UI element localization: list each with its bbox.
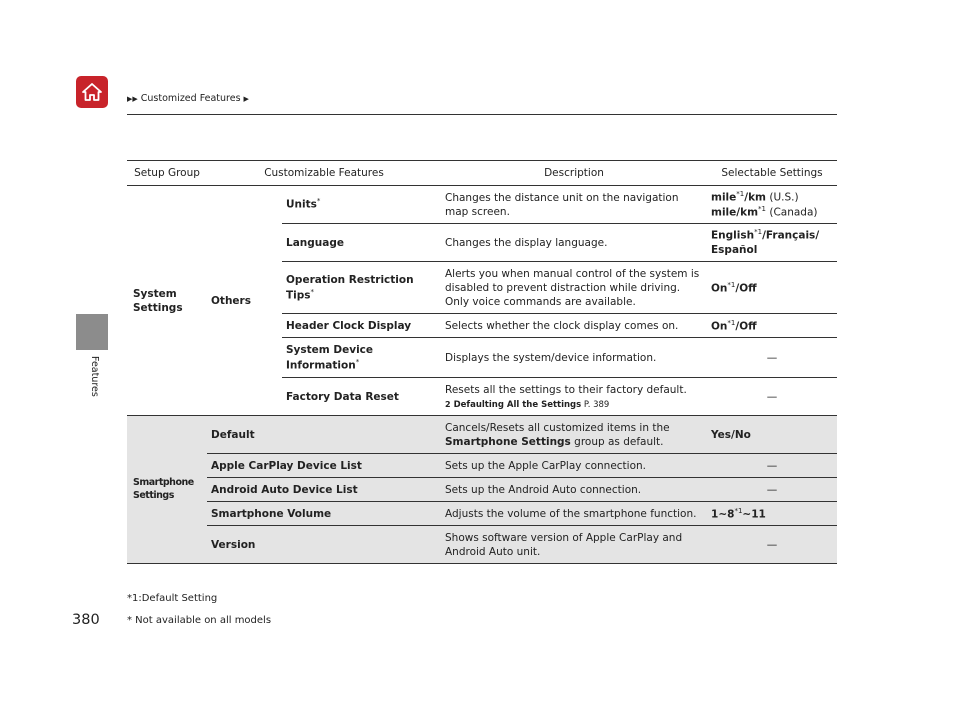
breadcrumb-arrow-icon: ▶▶ bbox=[127, 94, 138, 103]
description: Selects whether the clock display comes on. bbox=[441, 314, 707, 338]
header-rule bbox=[127, 114, 837, 115]
feature-factory-reset: Factory Data Reset bbox=[282, 378, 441, 416]
group-smartphone: Smartphone Settings bbox=[127, 416, 207, 564]
footnote-default-setting: *1:Default Setting bbox=[127, 593, 218, 604]
description: Cancels/Resets all customized items in the Smartphone Settings group as default. bbox=[441, 416, 707, 454]
col-feature: Customizable Features bbox=[207, 161, 441, 186]
settings-factory-reset: — bbox=[707, 378, 837, 416]
feature-smartphone-volume: Smartphone Volume bbox=[207, 502, 441, 526]
footnote-not-available: * Not available on all models bbox=[127, 615, 272, 626]
feature-version: Version bbox=[207, 526, 441, 564]
feature-header-clock: Header Clock Display bbox=[282, 314, 441, 338]
table-row bbox=[127, 186, 837, 224]
table-row bbox=[127, 454, 837, 478]
feature-android-auto-list: Android Auto Device List bbox=[207, 478, 441, 502]
col-setup-group: Setup Group bbox=[127, 161, 207, 186]
section-tab[interactable] bbox=[76, 314, 108, 350]
feature-carplay-list: Apple CarPlay Device List bbox=[207, 454, 441, 478]
description: Alerts you when manual control of the system is disabled to prevent distraction while driving. Only voice commands are available. bbox=[441, 262, 707, 314]
breadcrumb-arrow-icon: ▶ bbox=[243, 94, 249, 103]
description: Adjusts the volume of the smartphone function. bbox=[441, 502, 707, 526]
home-button[interactable] bbox=[76, 76, 108, 108]
table-row bbox=[127, 502, 837, 526]
description: Displays the system/device information. bbox=[441, 338, 707, 378]
settings-android-auto-list: — bbox=[707, 478, 837, 502]
table-row bbox=[127, 478, 837, 502]
page-number: 380 bbox=[72, 612, 100, 628]
feature-language: Language bbox=[282, 224, 441, 262]
settings-carplay-list: — bbox=[707, 454, 837, 478]
subgroup-others: Others bbox=[207, 186, 282, 416]
settings-language: English$^{*1}$/Français/ Español bbox=[707, 224, 837, 262]
reference-arrow-icon: 2 bbox=[445, 399, 451, 409]
description: Shows software version of Apple CarPlay and Android Auto unit. bbox=[441, 526, 707, 564]
description: Changes the display language. bbox=[441, 224, 707, 262]
feature-operation-restriction: Operation Restriction Tips* bbox=[282, 262, 441, 314]
settings-operation-restriction: On$^{*1}$/Off bbox=[707, 262, 837, 314]
settings-header-clock: On$^{*1}$/Off bbox=[707, 314, 837, 338]
breadcrumb[interactable] bbox=[127, 93, 249, 104]
table-row bbox=[127, 416, 837, 454]
feature-units: Units* bbox=[282, 186, 441, 224]
cross-reference-link[interactable]: 2 Defaulting All the Settings P. 389 bbox=[445, 399, 610, 410]
settings-system-device-info: — bbox=[707, 338, 837, 378]
breadcrumb-label[interactable]: Customized Features bbox=[140, 93, 241, 104]
col-settings: Selectable Settings bbox=[707, 161, 837, 186]
settings-version: — bbox=[707, 526, 837, 564]
col-description: Description bbox=[441, 161, 707, 186]
group-system: System Settings bbox=[127, 186, 207, 416]
section-label: Features bbox=[89, 356, 100, 397]
description: Sets up the Android Auto connection. bbox=[441, 478, 707, 502]
table-header-row bbox=[127, 161, 837, 186]
home-icon bbox=[81, 82, 103, 102]
settings-default: Yes/No bbox=[707, 416, 837, 454]
description: Resets all the settings to their factory default. 2 Defaulting All the Settings P. 389 bbox=[441, 378, 707, 416]
description: Changes the distance unit on the navigation map screen. bbox=[441, 186, 707, 224]
settings-smartphone-volume: 1~8$^{*1}$~11 bbox=[707, 502, 837, 526]
table-row bbox=[127, 526, 837, 564]
feature-default: Default bbox=[207, 416, 441, 454]
description: Sets up the Apple CarPlay connection. bbox=[441, 454, 707, 478]
settings-table bbox=[127, 160, 837, 564]
feature-system-device-info: System Device Information* bbox=[282, 338, 441, 378]
settings-units: mile$^{*1}$/km (U.S.) mile/$km^{*1}$ (Canada) bbox=[707, 186, 837, 224]
